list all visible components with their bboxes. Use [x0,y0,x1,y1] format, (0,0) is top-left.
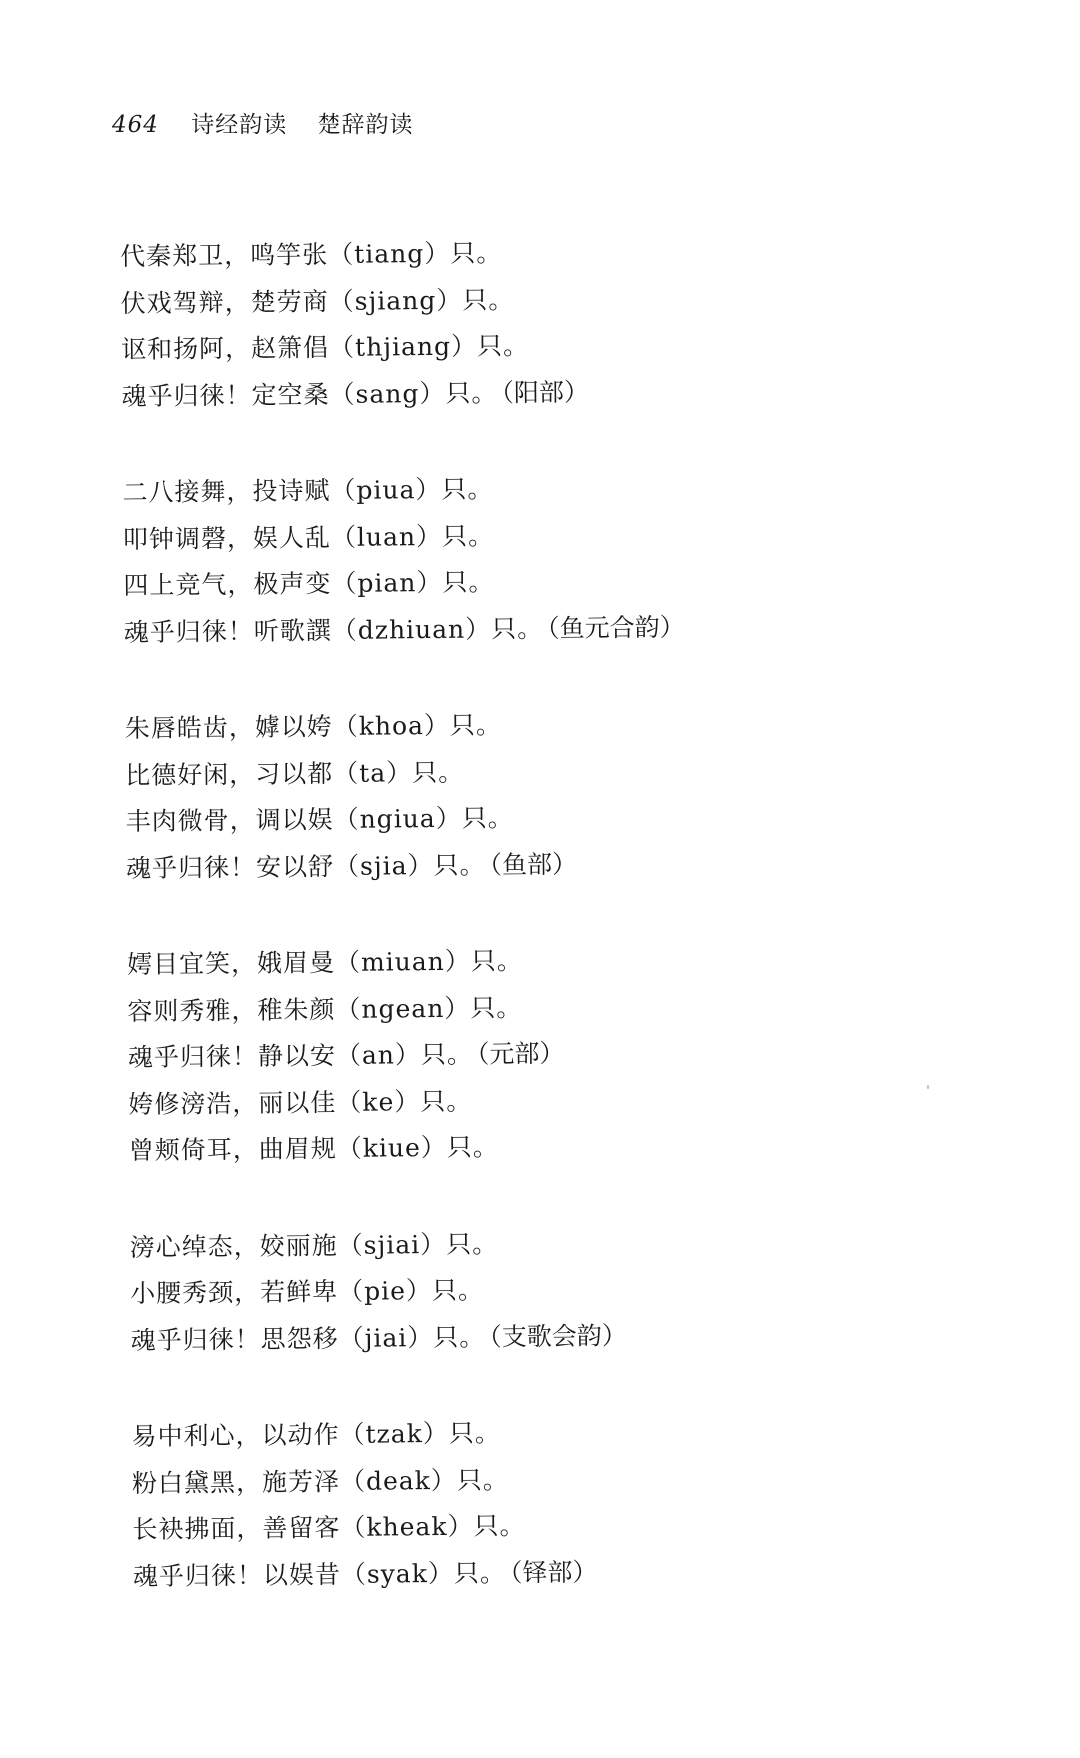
verse-text: 长袂拂面，善留客（kheak）只。 [132,1511,526,1544]
verse-line [129,1119,1029,1174]
verse-line [126,837,1026,892]
verse-text: 伏戏驾辩，楚劳商（sjiang）只。 [120,284,515,318]
page-number: 464 [112,112,159,138]
rhyme-group-note: （鱼元合韵） [547,612,685,643]
book-title: 诗经韵读 [191,112,288,138]
verse-text: 四上竞气，极声变（pian）只。 [123,567,495,600]
verse-text: 代秦郑卫，鸣竽张（tiang）只。 [120,238,503,271]
poem-body [120,225,1034,1650]
stanza [120,225,1022,420]
running-header [112,106,414,139]
verse-text: 小腰秀颈，若鲜卑（pie）只。 [130,1275,485,1308]
verse-text: 魂乎归徕！以娱昔（syak）只。 [132,1557,507,1591]
verse-text: 魂乎归徕！安以舒（sjia）只。 [125,850,486,883]
verse-text: 容则秀雅，稚朱颜（ngean）只。 [127,992,523,1026]
verse-line [130,1309,1030,1364]
stanza [122,461,1024,656]
verse-text: 比德好闲，习以都（ta）只。 [125,757,465,790]
rhyme-group-note: （铎部） [509,1556,598,1587]
section-title: 楚辞韵读 [317,112,414,138]
verse-text: 二八接舞，投诗赋（piua）只。 [122,474,494,507]
rhyme-group-note: （阳部） [501,377,590,407]
verse-text: 姱修滂浩，丽以佳（ke）只。 [128,1086,473,1119]
verse-text: 朱唇皓齿，嫭以姱（khoa）只。 [124,710,503,743]
rhyme-group-note: （鱼部） [489,849,578,879]
verse-text: 讴和扬阿，赵箫倡（thjiang）只。 [120,331,530,364]
verse-text: 魂乎归徕！听歌譔（dzhiuan）只。 [123,613,544,647]
verse-text: 嫮目宜笑，娥眉曼（miuan）只。 [126,946,523,979]
verse-text: 魂乎归徕！定空桑（sang）只。 [121,377,498,411]
stanza [125,697,1027,892]
verse-line [124,601,1024,656]
rhyme-group-note: （元部） [476,1038,565,1069]
verse-line [133,1545,1033,1600]
verse-text: 粉白黛黑，施芳泽（deak）只。 [131,1464,509,1498]
scan-speck [927,1085,929,1089]
verse-text: 易中利心，以动作（tzak）只。 [131,1418,501,1451]
verse-text: 魂乎归徕！思怨移（jiai）只。 [130,1322,486,1355]
stanza [127,933,1029,1174]
stanza [130,1216,1031,1364]
verse-text: 曾颊倚耳，曲眉规（kiue）只。 [128,1132,499,1165]
verse-text: 滂心绰态，姣丽施（sjiai）只。 [129,1228,499,1262]
stanza [131,1405,1033,1600]
verse-line [121,365,1021,420]
verse-text: 丰肉微骨，调以娱（ngiua）只。 [125,803,514,836]
rhyme-group-note: （支歌会韵） [489,1320,627,1352]
verse-text: 魂乎归徕！静以安（an）只。 [127,1039,474,1072]
verse-text: 叩钟调磬，娱人乱（luan）只。 [122,520,495,554]
